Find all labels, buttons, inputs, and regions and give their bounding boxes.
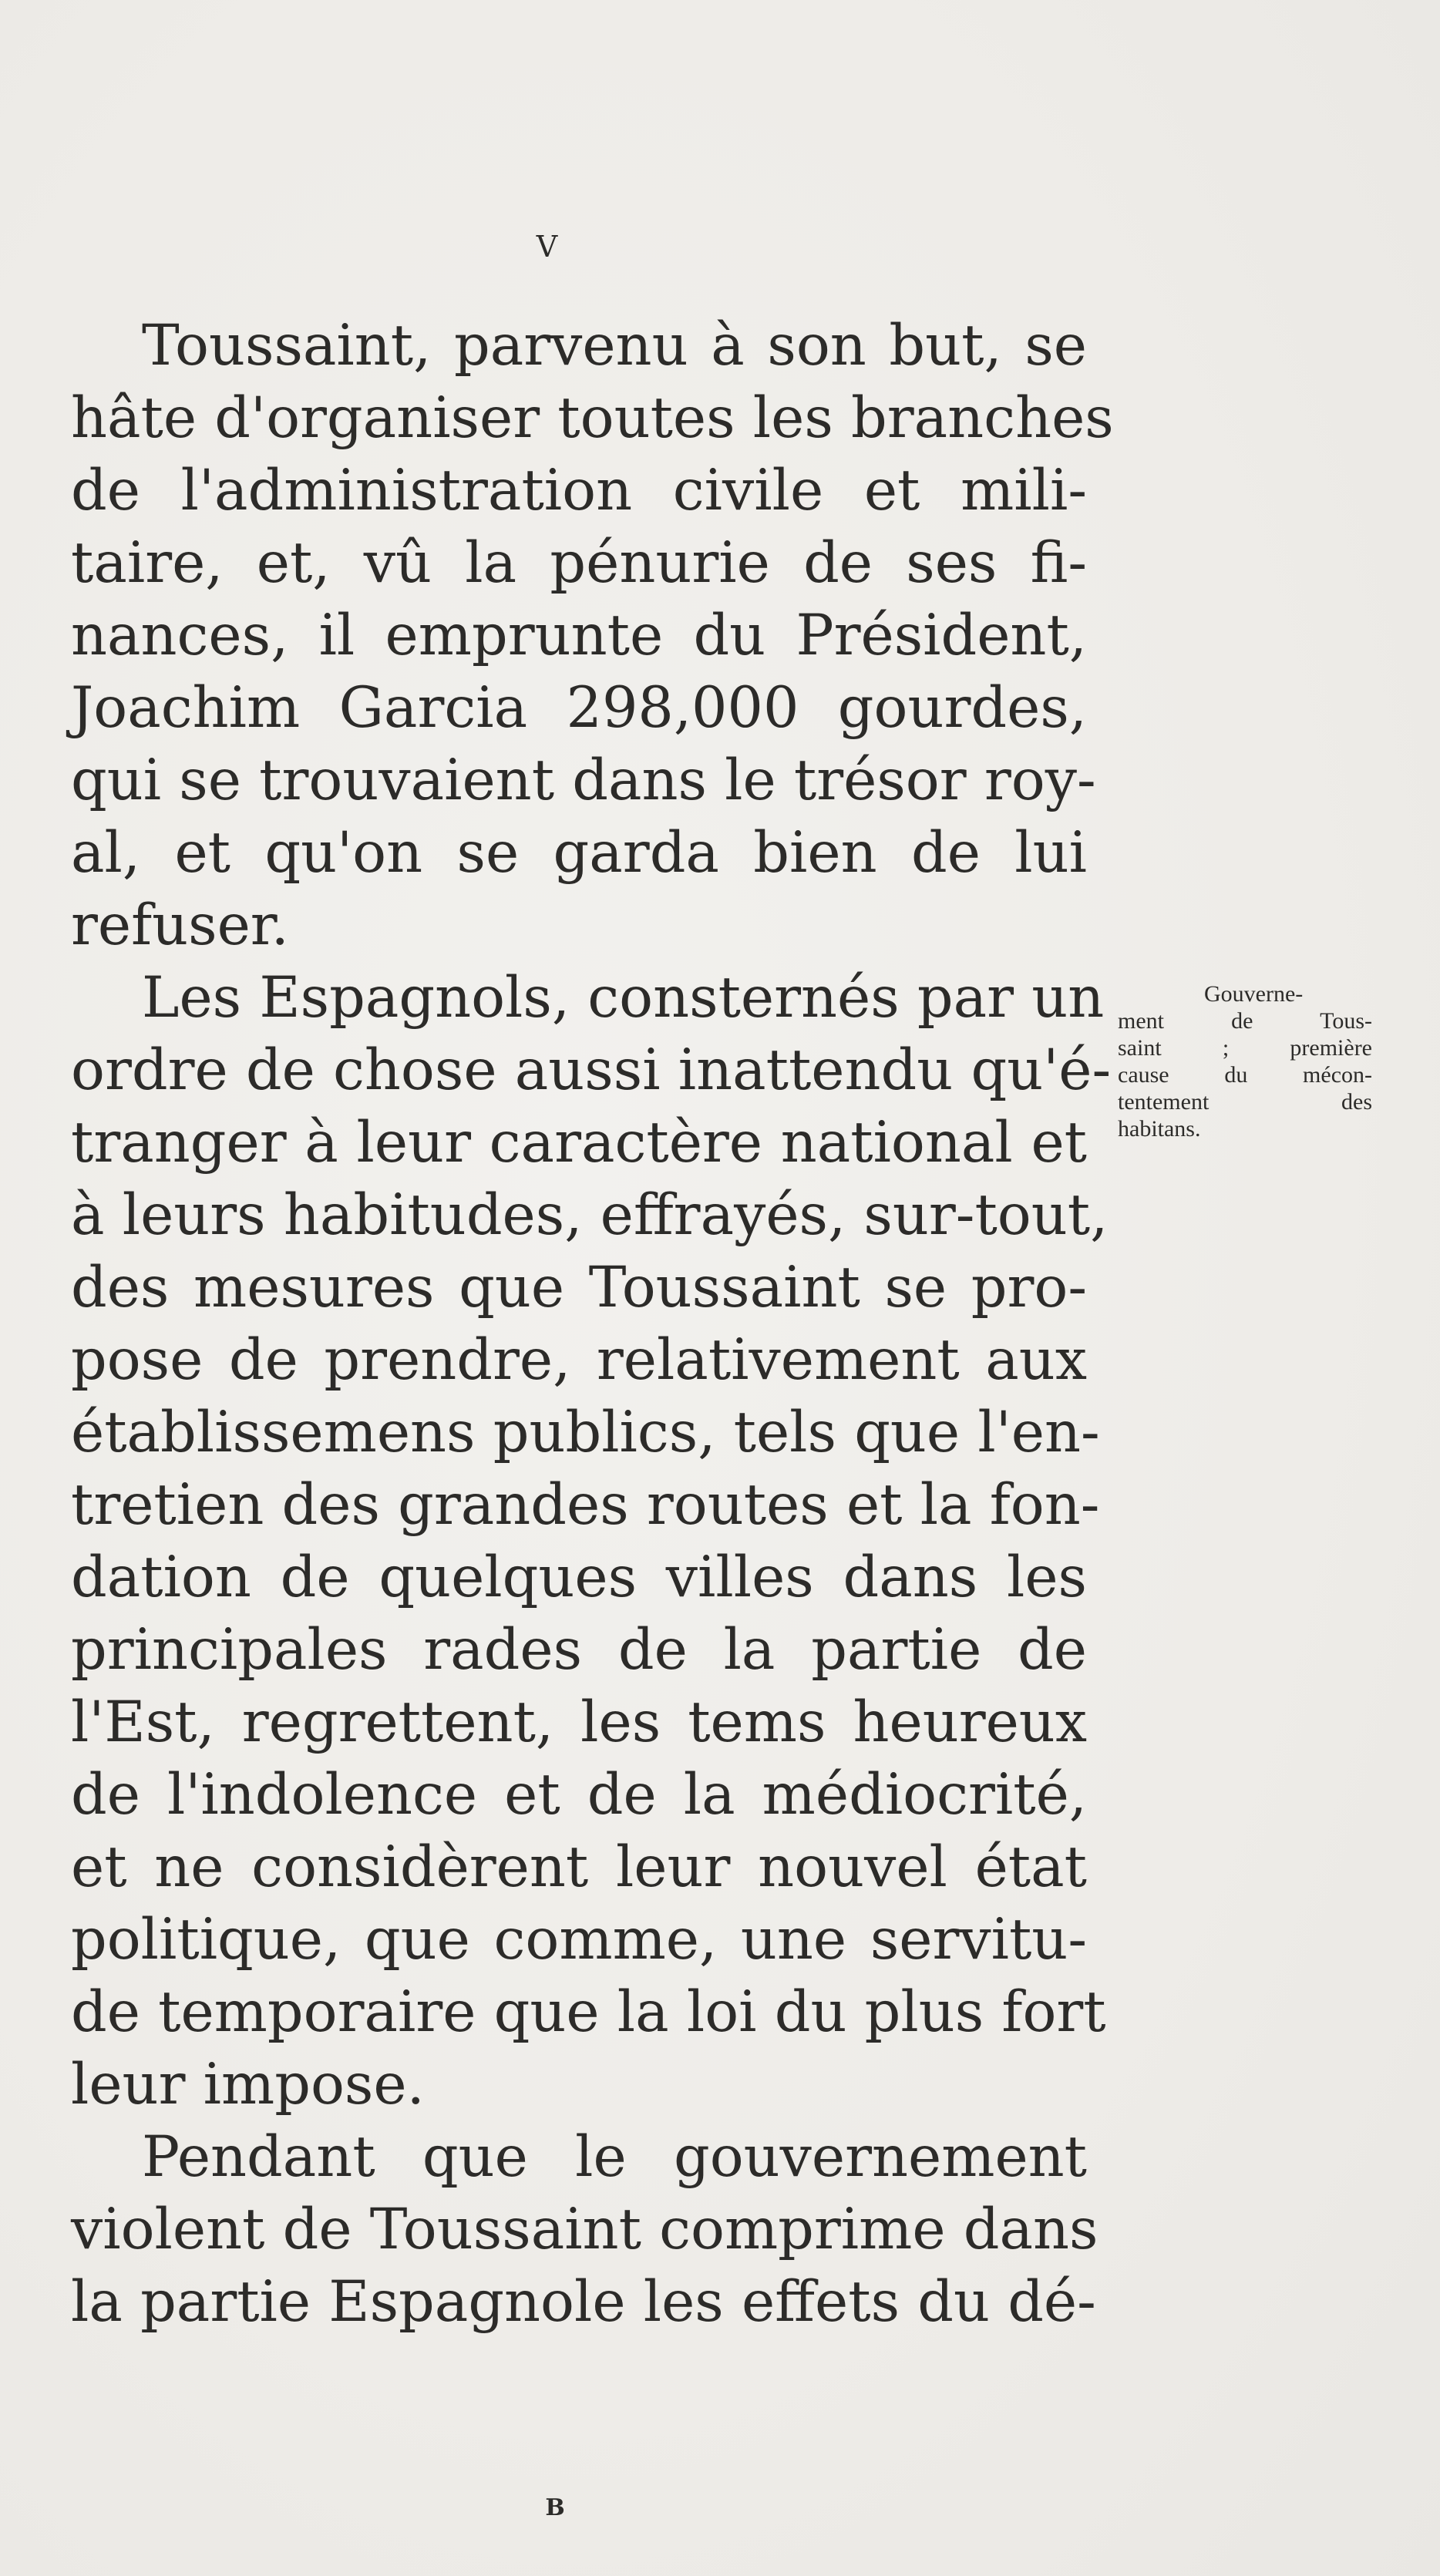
text-line: principales rades de la partie de bbox=[71, 1617, 1087, 1683]
signature-mark: B bbox=[545, 2494, 565, 2521]
text-line: Toussaint, parvenu à son but, se bbox=[142, 313, 1087, 378]
text-line: Joachim Garcia 298,000 gourdes, bbox=[71, 675, 1087, 741]
text-line: qui se trouvaient dans le trésor roy- bbox=[71, 748, 1096, 813]
margin-note-line: cause du mécon- bbox=[1118, 1062, 1372, 1088]
text-line: refuser. bbox=[71, 893, 289, 958]
margin-note-line: habitans. bbox=[1118, 1116, 1201, 1142]
margin-note-line: ment de Tous- bbox=[1118, 1008, 1372, 1034]
margin-note-line: Gouverne- bbox=[1204, 981, 1304, 1007]
paragraph-3 bbox=[71, 2121, 1099, 2339]
text-line: de l'administration civile et mili- bbox=[71, 458, 1087, 523]
page-number: V bbox=[536, 230, 559, 264]
text-line: de l'indolence et de la médiocrité, bbox=[71, 1762, 1087, 1828]
text-line: ordre de chose aussi inattendu qu'é- bbox=[71, 1037, 1112, 1103]
paragraph-1 bbox=[71, 310, 1114, 962]
text-line: à leurs habitudes, effrayés, sur-tout, bbox=[71, 1182, 1109, 1248]
text-line: Les Espagnols, consternés par un bbox=[142, 965, 1105, 1031]
text-line: violent de Toussaint comprime dans bbox=[71, 2197, 1099, 2262]
text-line: dation de quelques villes dans les bbox=[71, 1545, 1087, 1610]
margin-note bbox=[1118, 980, 1372, 1142]
margin-note-line: tentement des bbox=[1118, 1089, 1372, 1115]
text-line: al, et qu'on se garda bien de lui bbox=[71, 820, 1087, 886]
text-line: tretien des grandes routes et la fon- bbox=[71, 1472, 1100, 1538]
text-line: la partie Espagnole les effets du dé- bbox=[71, 2269, 1096, 2335]
text-line: Pendant que le gouvernement bbox=[142, 2124, 1087, 2190]
text-line: l'Est, regrettent, les tems heureux bbox=[71, 1690, 1087, 1755]
text-line: établissemens publics, tels que l'en- bbox=[71, 1400, 1100, 1465]
text-line: leur impose. bbox=[71, 2052, 425, 2117]
margin-note-line: saint ; première bbox=[1118, 1035, 1372, 1061]
text-line: hâte d'organiser toutes les branches bbox=[71, 385, 1114, 451]
paragraph-2 bbox=[71, 962, 1112, 2121]
text-line: politique, que comme, une servitu- bbox=[71, 1907, 1087, 1972]
text-line: nances, il emprunte du Président, bbox=[71, 603, 1087, 668]
text-line: tranger à leur caractère national et bbox=[71, 1110, 1087, 1175]
text-line: des mesures que Toussaint se pro- bbox=[71, 1255, 1087, 1320]
text-line: de temporaire que la loi du plus fort bbox=[71, 1979, 1106, 2045]
main-text bbox=[71, 310, 1114, 2339]
text-line: pose de prendre, relativement aux bbox=[71, 1327, 1087, 1393]
text-line: et ne considèrent leur nouvel état bbox=[71, 1834, 1087, 1900]
text-line: taire, et, vû la pénurie de ses fi- bbox=[71, 530, 1087, 596]
